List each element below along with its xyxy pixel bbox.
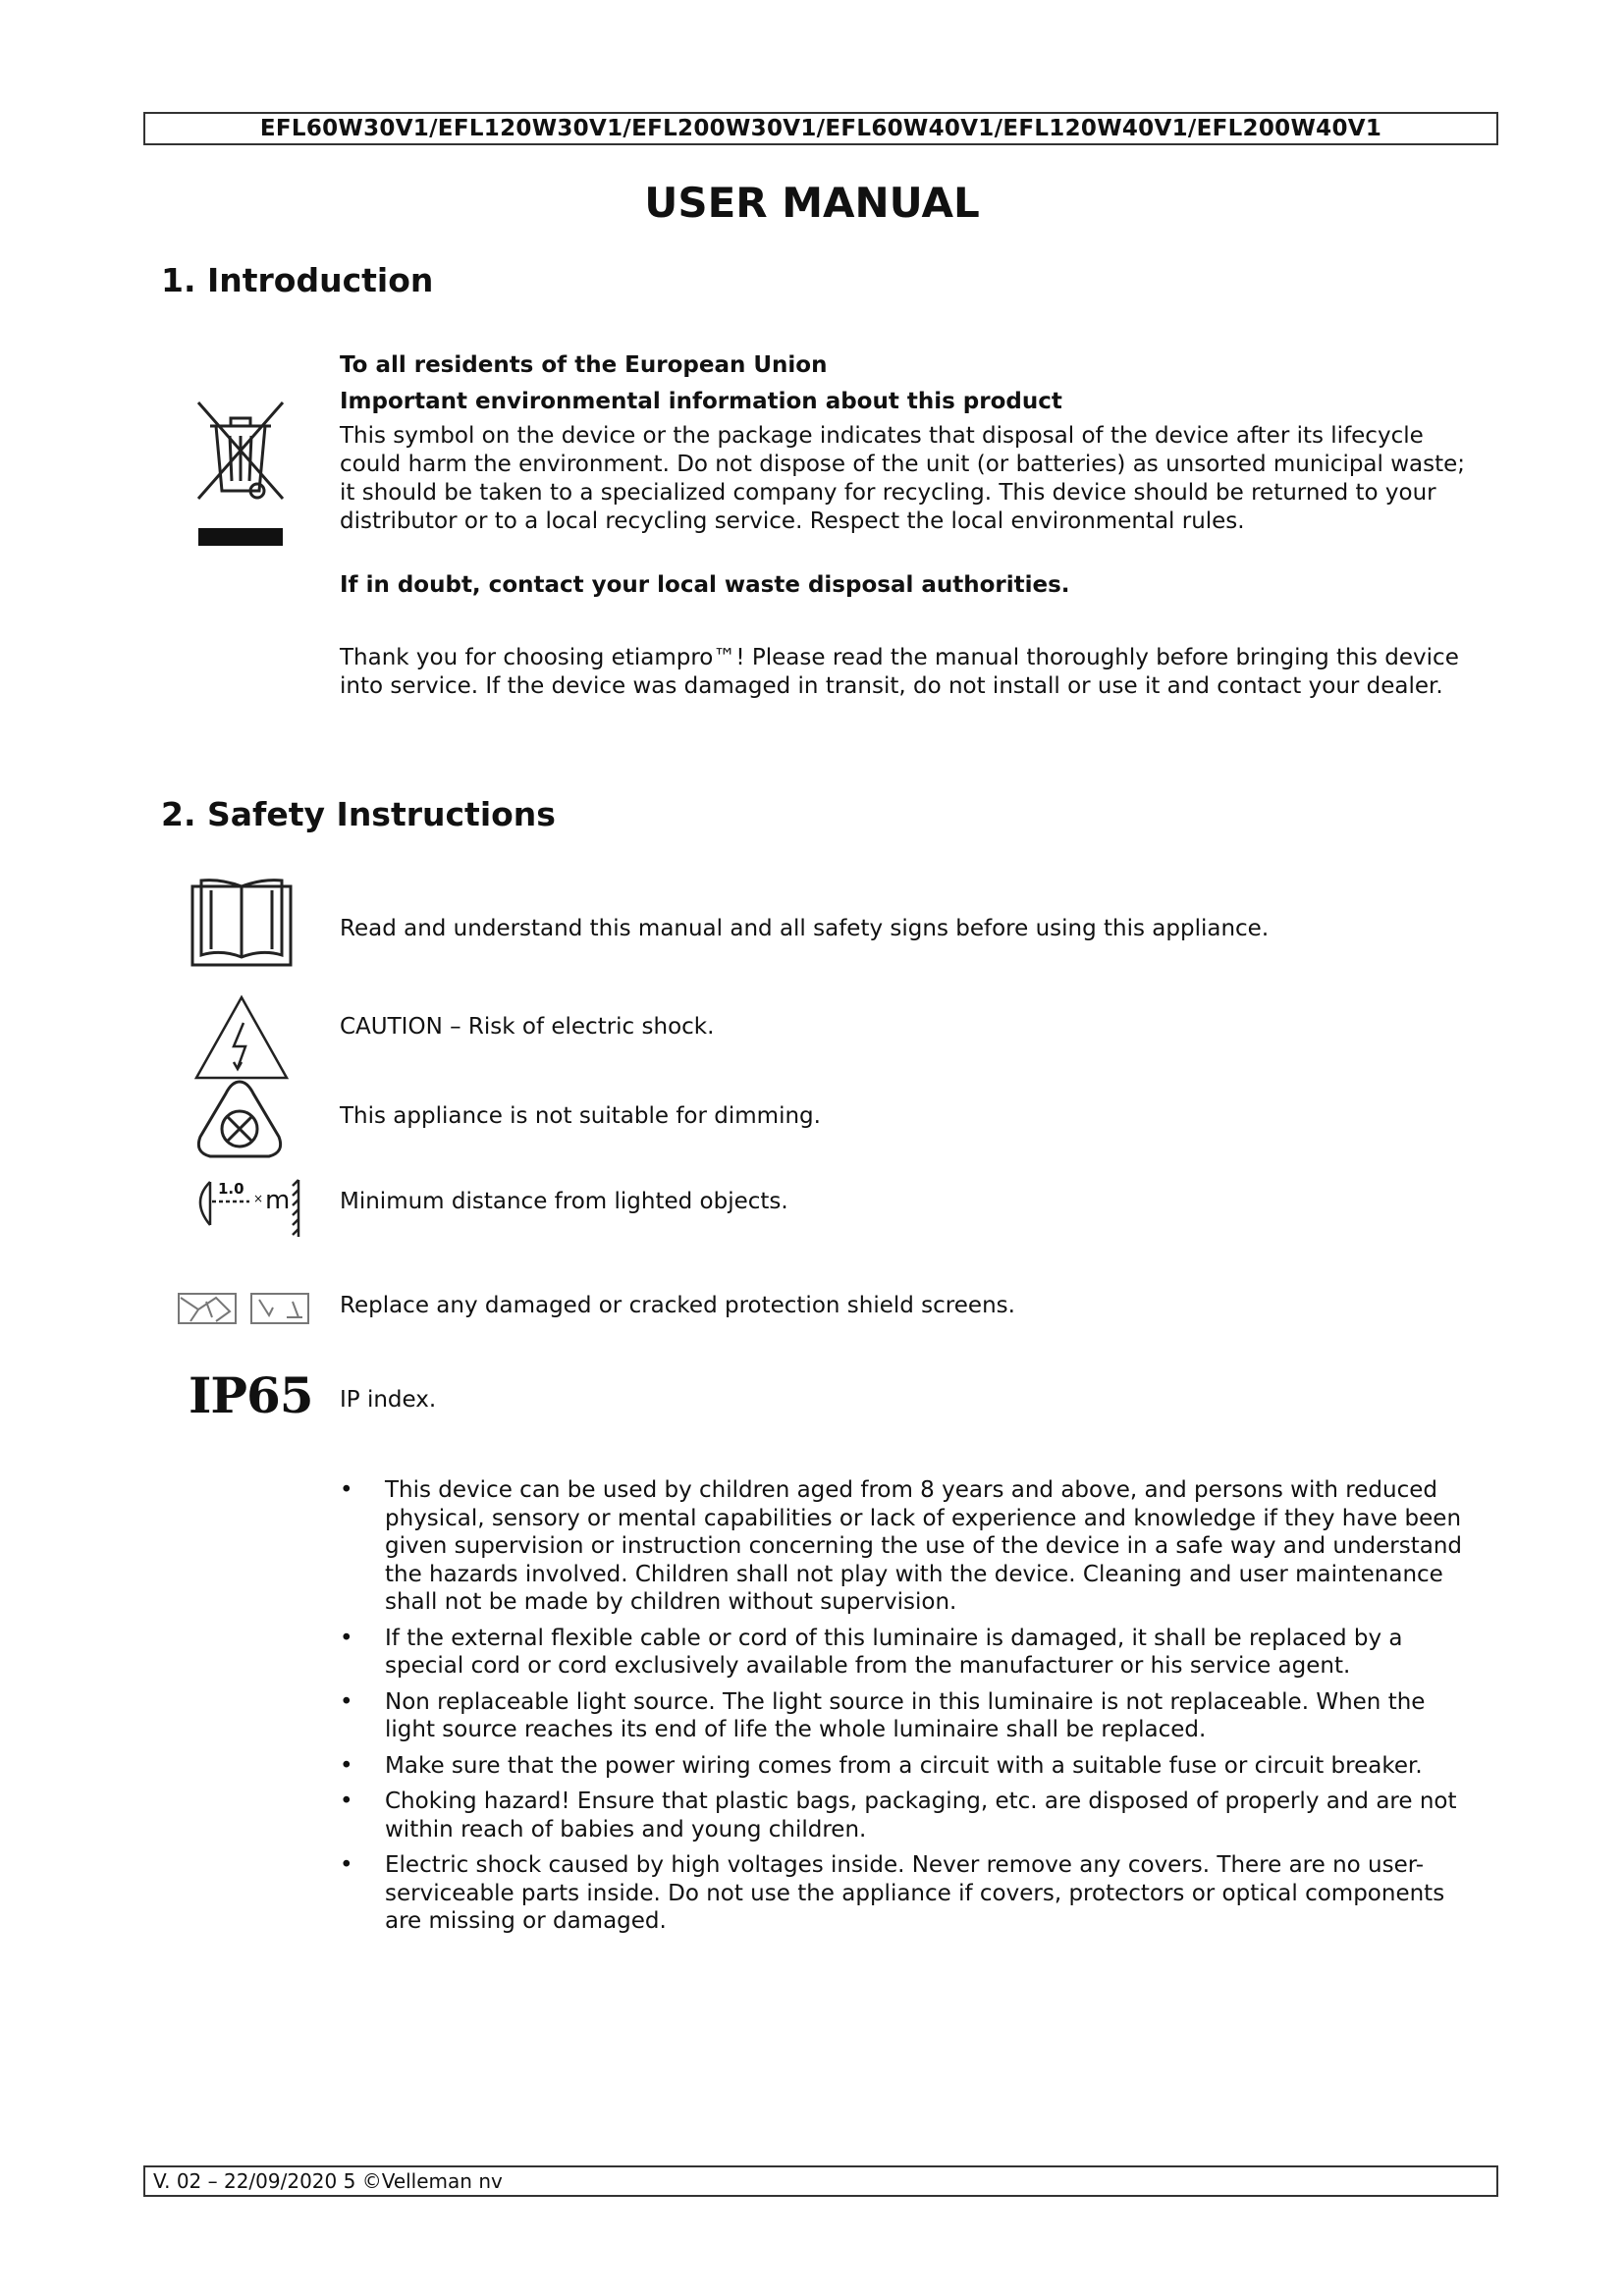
read-manual-text: Read and understand this manual and all safety signs before using this appliance. [340, 916, 1270, 941]
replace-shield-text: Replace any damaged or cracked protection shield screens. [340, 1293, 1015, 1318]
footer-text: V. 02 – 22/09/2020 5 ©Velleman nv [153, 2169, 503, 2193]
weee-paragraph: This symbol on the device or the package indicates that disposal of the device after its lifecycle could harm the environment. Do not dispose of the unit (or batteries) as unsorted municipal waste; it should be taken to a specialized company for recycling. This device should be returned to your distributor or to a local recycling service. Respect the local environmental rules. [340, 423, 1466, 534]
safety-bullet-list [340, 1476, 1469, 1944]
environment-line: Important environmental information about this product [340, 389, 1062, 414]
list-item: • If the external flexible cable or cord of this luminaire is damaged, it shall be replaced by a special cord or cord exclusively available from the manufacturer or his service agent. [340, 1625, 1403, 1679]
page-title: USER MANUAL [644, 179, 980, 227]
list-item: • Electric shock caused by high voltages inside. Never remove any covers. There are no user-serviceable parts inside. Do not use the appliance if covers, protectors or optical components are missing or damaged. [340, 1852, 1445, 1934]
page-footer [143, 2165, 1498, 2197]
eu-residents-line: To all residents of the European Union [340, 352, 828, 378]
ip-index-text: IP index. [340, 1387, 437, 1413]
min-distance-text: Minimum distance from lighted objects. [340, 1189, 788, 1214]
dimming-text: This appliance is not suitable for dimming. [340, 1103, 821, 1129]
ip65-symbol: IP65 [189, 1366, 313, 1424]
model-list: EFL60W30V1/EFL120W30V1/EFL200W30V1/EFL60W40V1/EFL120W40V1/EFL200W40V1 [259, 116, 1382, 141]
list-item: • Choking hazard! Ensure that plastic bags, packaging, etc. are disposed of properly and are not within reach of babies and young children. [340, 1789, 1457, 1842]
cracked-shield-icon [177, 1290, 310, 1327]
safety-heading: 2. Safety Instructions [161, 795, 556, 833]
intro-heading: 1. Introduction [161, 261, 434, 299]
thanks-paragraph: Thank you for choosing etiampro™! Please read the manual thoroughly before bringing this device into service. If the device was damaged in transit, do not install or use it and contact your dealer. [340, 645, 1459, 699]
list-item: • Non replaceable light source. The light source in this luminaire is not replaceable. When the light source reaches its end of life the whole luminaire shall be replaced. [340, 1688, 1426, 1742]
list-item: • Make sure that the power wiring comes from a circuit with a suitable fuse or circuit breaker. [340, 1752, 1423, 1779]
distance-value: 1.0 [218, 1180, 244, 1198]
weee-bin-icon [187, 397, 295, 550]
minimum-distance-icon: 1.0 × m [189, 1176, 302, 1241]
list-item: • This device can be used by children aged from 8 years and above, and persons with reduced physical, sensory or mental capabilities or lack of experience and knowledge if they have been given supervision or instruction concerning the use of the device in a safe way and understand the hazards involved. Children shall not play with the device. Cleaning and user maintenance shall not be made by children without supervision. [340, 1477, 1463, 1615]
no-dimming-icon [194, 1078, 285, 1160]
electric-shock-warning-icon [192, 993, 291, 1082]
caution-text: CAUTION – Risk of electric shock. [340, 1014, 715, 1040]
distance-unit: m [265, 1186, 291, 1215]
model-header [143, 112, 1498, 145]
read-manual-icon [189, 877, 294, 969]
doubt-line: If in doubt, contact your local waste disposal authorities. [340, 572, 1070, 598]
